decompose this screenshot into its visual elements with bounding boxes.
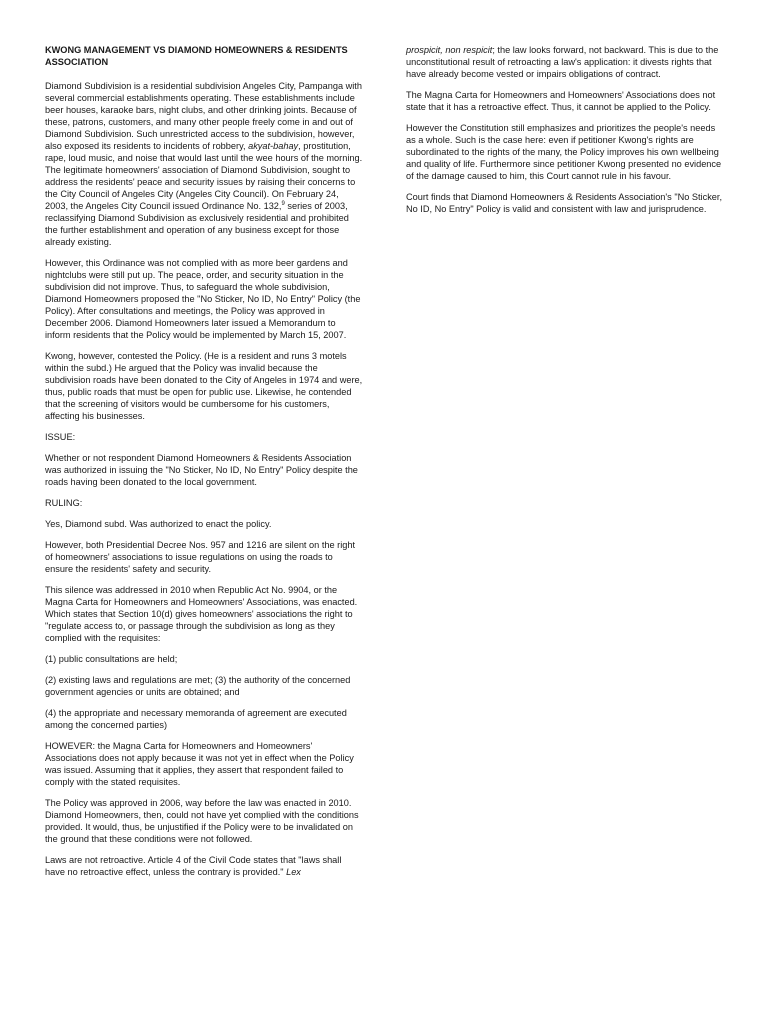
ruling-heading: RULING: [45, 498, 83, 508]
ruling-paragraph-3: HOWEVER: the Magna Carta for Homeowners and Homeowners' Associations does not apply because it was not yet in effect when the Policy was issued. Assuming that it applies, they assert that respondent failed to comply with the stated requisites. [45, 741, 354, 787]
right-column [406, 44, 724, 224]
ruling-paragraph-1: However, both Presidential Decree Nos. 957 and 1216 are silent on the right of homeowners' associations to issue regulations on using the roads to ensure the residents' safety and security. [45, 540, 356, 574]
facts-paragraph-1: Diamond Subdivision is a residential subdivision Angeles City, Pampanga with several commercial establishments operating. These establishments include beer houses, karaoke bars, night clubs, and other drinking joints. Because of these, patrons, customers, and many other people freely come in and out of Diamond Subdivision. Such unrestricted access to the subdivision, however, also exposed its residents to incidents of robbery, akyat-bahay, prostitution, rape, loud music, and noise that would last until the wee hours of the morning. The legitimate homeowners' association of Diamond Subdivision, sought to address the residents' peace and security issues by raising their concerns to the City Council of Angeles City (Angeles City Council). On February 24, 2003, the Angeles City Council issued Ordinance No. 132,$^9$ series of 2003, reclassifying Diamond Subdivision as exclusively residential and prohibited the further establishment and operation of any business except for those already existing. [45, 81, 363, 247]
issue-heading: ISSUE: [45, 432, 76, 442]
ruling-paragraph-5: Laws are not retroactive. Article 4 of the Civil Code states that "laws shall have no retroactive effect, unless the contrary is provided." Lex [45, 855, 342, 877]
ruling-text: Yes, Diamond subd. Was authorized to enact the policy. [45, 519, 272, 529]
facts-paragraph-3: Kwong, however, contested the Policy. (He is a resident and runs 3 motels within the subd.) He argued that the Policy was invalid because the subdivision roads have been donated to the City of Angeles in 1974 and were, thus, public roads that must be open for public use. Likewise, he contended that the screening of visitors would be cumbersome for his customers, affecting his businesses. [45, 351, 363, 421]
ruling-paragraph-2: This silence was addressed in 2010 when Republic Act No. 9904, or the Magna Carta for Homeowners and Homeowners' Associations, was enacted. Which states that Section 10(d) gives homeowners' associations the right to "regulate access to, or passage through the subdivision as long as they complied with the requisites: [45, 585, 358, 643]
facts-paragraph-2: However, this Ordinance was not complied with as more beer gardens and nightclubs were still put up. The peace, order, and security situation in the subdivision did not improve. Thus, to safeguard the whole subdivision, Diamond Homeowners proposed the "No Sticker, No ID, No Entry" Policy (the Policy). After consultations and meetings, the Policy was approved in December 2006. Diamond Homeowners later issued a Memorandum to inform residents that the Policy would be implemented by March 15, 2007. [45, 258, 361, 340]
requisite-1: (1) public consultations are held; [45, 654, 178, 664]
requisite-4: (4) the appropriate and necessary memoranda of agreement are executed among the concerned parties) [45, 708, 347, 730]
left-column [45, 44, 363, 887]
conclusion-paragraph: Court finds that Diamond Homeowners & Residents Association's "No Sticker, No ID, No Entry" Policy is valid and consistent with law and jurisprudence. [406, 192, 722, 214]
document-title: KWONG MANAGEMENT VS DIAMOND HOMEOWNERS & RESIDENTS ASSOCIATION [45, 45, 348, 67]
constitution-paragraph: However the Constitution still emphasizes and prioritizes the people's needs as a whole. Such is the case here: even if petitioner Kwong's rights are subordinated to the rights of the many, the Policy improves his own wellbeing and quality of life. Furthermore since petitioner Kwong presented no evidence of the damage caused to him, this Court cannot rule in his favour. [406, 123, 722, 181]
magna-carta-paragraph: The Magna Carta for Homeowners and Homeowners' Associations does not state that it has a retroactive effect. Thus, it cannot be applied to the Policy. [406, 90, 716, 112]
issue-text: Whether or not respondent Diamond Homeowners & Residents Association was authorized in issuing the "No Sticker, No ID, No Entry" Policy despite the roads having been donated to the local government. [45, 453, 358, 487]
continuation-paragraph: prospicit, non respicit; the law looks forward, not backward. This is due to the unconstitutional result of retroacting a law's application: it divests rights that have already become vested or impairs obligations of contract. [406, 45, 719, 79]
ruling-paragraph-4: The Policy was approved in 2006, way before the law was enacted in 2010. Diamond Homeowners, then, could not have yet complied with the conditions provided. It would, thus, be unjustified if the Policy were to be invalidated on the ground that these conditions were not followed. [45, 798, 359, 844]
requisite-2-3: (2) existing laws and regulations are met; (3) the authority of the concerned government agencies or units are obtained; and [45, 675, 351, 697]
